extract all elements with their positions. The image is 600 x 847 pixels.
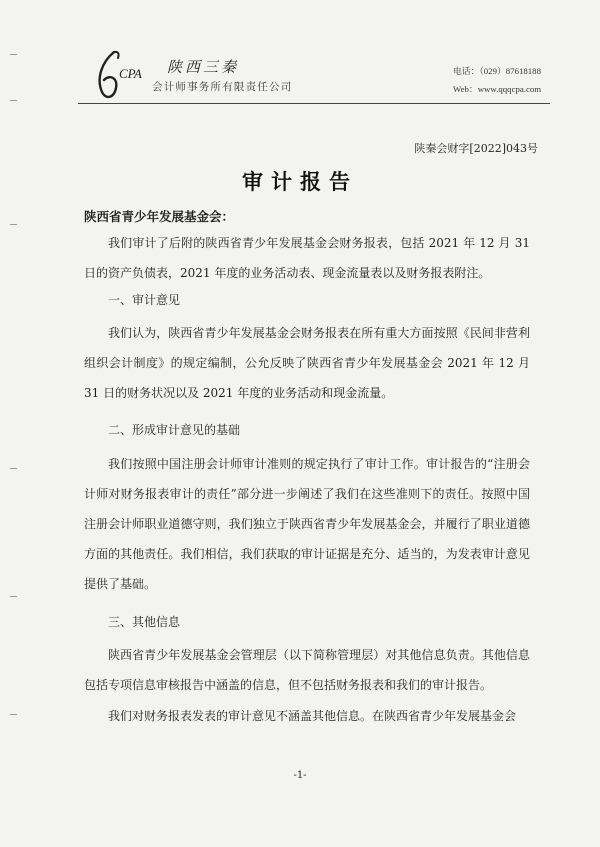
edge-mark — [10, 714, 17, 715]
firm-full-name: 会计师事务所有限责任公司 — [152, 81, 293, 93]
edge-mark — [10, 468, 17, 469]
page-number: -1- — [293, 770, 307, 781]
edge-mark — [10, 596, 17, 597]
firm-name: 陕西三秦 — [167, 58, 240, 76]
other-info-paragraph-2: 我们对财务报表发表的审计意见不涵盖其他信息。在陕西省青少年发展基金会 — [108, 709, 517, 723]
opinion-paragraph: 我们认为，陕西省青少年发展基金会财务报表在所有重大方面按照《民间非营利组织会计制度》的规定编制，公允反映了陕西省青少年发展基金会 2021 年 12 月 31 日的财务状况以及 2021 年度的业务活动和现金流量。 — [84, 326, 530, 400]
document-number: 陕秦会财字[2022]043号 — [414, 142, 538, 155]
addressee: 陕西省青少年发展基金会： — [84, 209, 235, 224]
edge-mark — [10, 224, 17, 225]
edge-mark — [10, 100, 17, 101]
header-divider — [78, 103, 550, 104]
document-title: 审计报告 — [242, 169, 358, 194]
contact-phone: 电话：（029）87618188 — [453, 66, 541, 76]
section-heading-opinion: 一、审计意见 — [108, 293, 181, 307]
contact-web: Web：www.qqqcpa.com — [453, 84, 542, 94]
section-heading-other-info: 三、其他信息 — [108, 615, 181, 629]
section-heading-basis: 二、形成审计意见的基础 — [108, 423, 241, 437]
cpa-logo-icon — [92, 48, 152, 104]
basis-paragraph: 我们按照中国注册会计师审计准则的规定执行了审计工作。审计报告的“注册会计师对财务报表审计的责任”部分进一步阐述了我们在这些准则下的责任。按照中国注册会计师职业道德守则，我们独立于陕西省青少年发展基金会，并履行了职业道德方面的其他责任。我们相信，我们获取的审计证据是充分、适当的，为发表审计意见提供了基础。 — [84, 457, 530, 591]
other-info-paragraph-1: 陕西省青少年发展基金会管理层（以下简称管理层）对其他信息负责。其他信息包括专项信息审核报告中涵盖的信息，但不包括财务报表和我们的审计报告。 — [84, 648, 530, 692]
edge-mark — [10, 54, 17, 55]
svg-text:CPA: CPA — [119, 66, 142, 81]
intro-paragraph: 我们审计了后附的陕西省青少年发展基金会财务报表，包括 2021 年 12 月 31 日的资产负债表，2021 年度的业务活动表、现金流量表以及财务报表附注。 — [84, 236, 530, 280]
